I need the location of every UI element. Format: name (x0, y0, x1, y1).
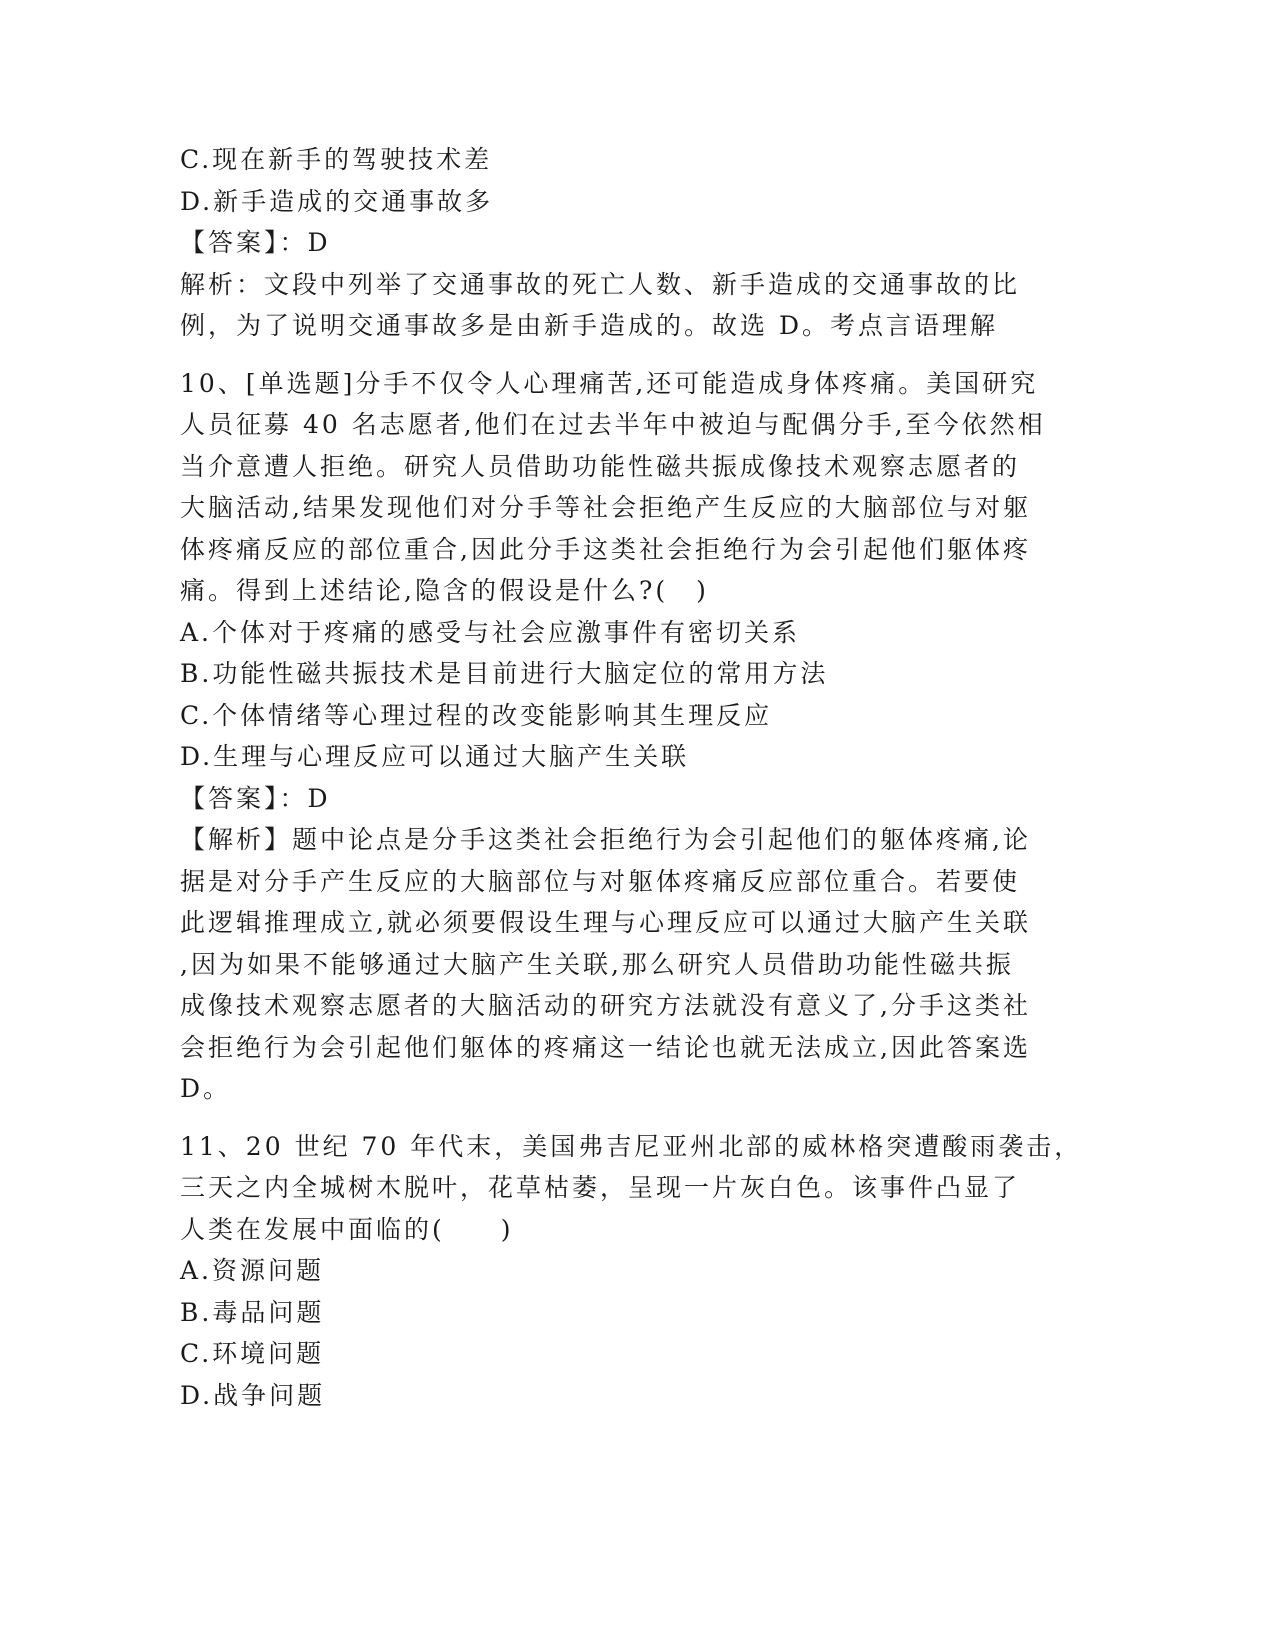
option-c: C.个体情绪等心理过程的改变能影响其生理反应 (180, 700, 773, 730)
question-stem-line: 三天之内全城树木脱叶，花草枯萎，呈现一片灰白色。该事件凸显了 (180, 1173, 1021, 1202)
question-stem-line: 人类在发展中面临的( ) (180, 1214, 514, 1244)
question-stem-line: 11、20 世纪 70 年代末，美国弗吉尼亚州北部的威林格突遭酸雨袭击， (180, 1131, 1083, 1161)
analysis-line: 【解析】题中论点是分手这类社会拒绝行为会引起他们的躯体疼痛,论 (180, 825, 1031, 854)
question-11 (180, 1126, 1083, 1417)
analysis-line: 解析：文段中列举了交通事故的死亡人数、新手造成的交通事故的比 (180, 269, 1021, 299)
analysis-line: 据是对分手产生反应的大脑部位与对躯体疼痛反应部位重合。若要使 (180, 866, 1021, 896)
option-b: B.功能性磁共振技术是目前进行大脑定位的常用方法 (180, 659, 829, 688)
option-b: B.毒品问题 (180, 1297, 325, 1327)
analysis-line: 例，为了说明交通事故多是由新手造成的。故选 D。考点言语理解 (180, 311, 998, 340)
option-d: D.战争问题 (180, 1380, 326, 1410)
option-a: A.个体对于疼痛的感受与社会应激事件有密切关系 (180, 617, 801, 647)
question-stem-line: 10、[单选题]分手不仅令人心理痛苦,还可能造成身体疼痛。美国研究 (180, 368, 1039, 398)
question-stem-line: 大脑活动,结果发现他们对分手等社会拒绝产生反应的大脑部位与对躯 (180, 493, 1031, 522)
question-10 (180, 363, 1046, 1110)
analysis-line: ,因为如果不能够通过大脑产生关联,那么研究人员借助功能性磁共振 (180, 949, 1014, 979)
document-page (180, 139, 1083, 1416)
question-stem-line: 人员征募 40 名志愿者,他们在过去半年中被迫与配偶分手,至今依然相 (180, 410, 1046, 439)
answer-label: 【答案】：D (180, 783, 331, 813)
analysis-line: 成像技术观察志愿者的大脑活动的研究方法就没有意义了,分手这类社 (180, 991, 1031, 1020)
option-d: D.新手造成的交通事故多 (180, 186, 494, 216)
question-stem-line: 体疼痛反应的部位重合,因此分手这类社会拒绝行为会引起他们躯体疼 (180, 534, 1031, 564)
option-a: A.资源问题 (180, 1256, 325, 1285)
option-c: C.现在新手的驾驶技术差 (180, 145, 493, 174)
answer-label: 【答案】：D (180, 228, 331, 257)
question-stem-line: 当介意遭人拒绝。研究人员借助功能性磁共振成像技术观察志愿者的 (180, 451, 1021, 481)
analysis-line: D。 (180, 1074, 232, 1103)
question-stem-line: 痛。得到上述结论,隐含的假设是什么?( ) (180, 576, 709, 605)
analysis-line: 会拒绝行为会引起他们躯体的疼痛这一结论也就无法成立,因此答案选 (180, 1032, 1031, 1062)
prev-question-tail (180, 139, 1040, 347)
option-c: C.环境问题 (180, 1339, 325, 1368)
option-d: D.生理与心理反应可以通过大脑产生关联 (180, 742, 690, 771)
analysis-line: 此逻辑推理成立,就必须要假设生理与心理反应可以通过大脑产生关联 (180, 908, 1031, 937)
